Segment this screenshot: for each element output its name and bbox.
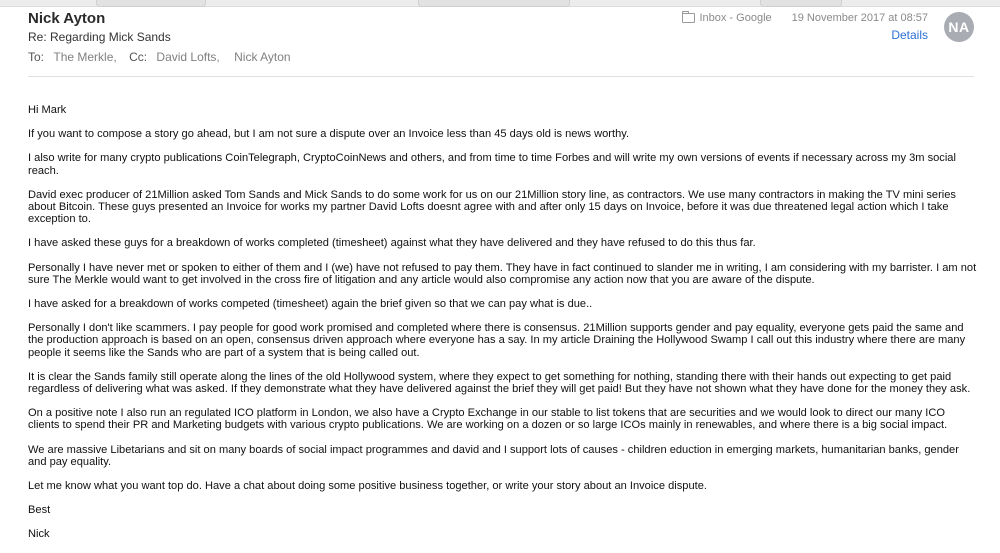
message-subject: Re: Regarding Mick Sands (28, 30, 171, 44)
body-paragraph: Let me know what you want top do. Have a chat about doing some positive business together, or write your story about an Invoice dispute. (28, 480, 707, 493)
message-meta (682, 12, 928, 24)
cc-recipient-nick-ayton[interactable]: Nick Ayton (234, 50, 291, 64)
body-paragraph: I have asked these guys for a breakdown of works completed (timesheet) against what they have delivered and they have refused to do this thus far. (28, 237, 756, 250)
avatar[interactable]: NA (944, 12, 974, 42)
body-paragraph: David exec producer of 21Million asked Tom Sands and Mick Sands to do some work for us on our 21Million story line, as contractors. We use many contractors in making the TV mini series about Bitcoin. These guys presented an Invoice for works my partner David Lofts doesnt agree with and after only 15 days on Invoice, before it was due threatened legal action which I take exception to. (28, 188, 956, 226)
cc-label: Cc: (129, 50, 148, 64)
header-divider (28, 76, 974, 77)
closing: Best (28, 504, 51, 517)
sender-name[interactable]: Nick Ayton (28, 10, 106, 27)
signature: Nick (28, 528, 50, 541)
message-body (28, 104, 978, 553)
body-paragraph: If you want to compose a story go ahead, but I am not sure a dispute over an Invoice less than 45 days old is news worthy. (28, 128, 630, 141)
body-paragraph: Personally I don't like scammers. I pay people for good work promised and completed where there is consensus. 21Million supports gender and pay equality, everyone gets paid the same and the production approach is based on an open, consensus driven approach where everyone has a say. In my article Draining the Hollywood Swamp I call out this industry where there are many people it seems like the Sands who are part of a system that is being called out. (28, 322, 966, 359)
body-paragraph: Personally I have never met or spoken to either of them and I (we) have not refused to pay them. They have in fact continued to slander me in writing, I am considering with my barrister. I am not sure The Merkle would want to get involved in the cross fire of litigation and any article would also compromise any action now that you are aware of the dispute. (28, 261, 977, 286)
details-link[interactable]: Details (891, 28, 928, 42)
body-paragraph: We are massive Libetarians and sit on many boards of social impact programmes and david and I support lots of causes - children eduction in emerging markets, humanitarian banks, gender and pay equality. (28, 443, 959, 468)
recipient-the-merkle[interactable]: The Merkle, (53, 50, 117, 64)
recipients-line (28, 50, 291, 64)
greeting: Hi Mark (28, 104, 67, 116)
message-date: 19 November 2017 at 08:57 (791, 12, 928, 24)
body-paragraph: On a positive note I also run an regulated ICO platform in London, we also have a Crypto Exchange in our stable to list tokens that are securities and we would look to direct our many ICO clients to spend their PR and Marketing budgets with various crypto publications. We are working on a dozen or so large ICOs mainly in renewables, and where there is a big social impact. (28, 407, 948, 432)
body-paragraph: I have asked for a breakdown of works competed (timesheet) again the brief given so that we can pay what is due.. (28, 298, 593, 311)
to-label: To: (28, 50, 45, 64)
folder-icon (682, 13, 695, 23)
body-paragraph: I also write for many crypto publications CoinTelegraph, CryptoCoinNews and others, and from time to time Forbes and will write my own versions of events if necessary across my 3m social reach. (28, 152, 956, 177)
mailbox-name: Inbox - Google (699, 12, 772, 24)
cc-recipient-david-lofts[interactable]: David Lofts, (156, 50, 220, 64)
body-paragraph: It is clear the Sands family still operate along the lines of the old Hollywood system, where they expect to get something for nothing, standing there with their hands out expecting to get paid regardless of delivering what was asked. If they demonstrate what they have delivered against the brief they will get paid! But they have not shown what they have done for the money they ask. (28, 370, 971, 396)
message-header (0, 6, 1000, 76)
